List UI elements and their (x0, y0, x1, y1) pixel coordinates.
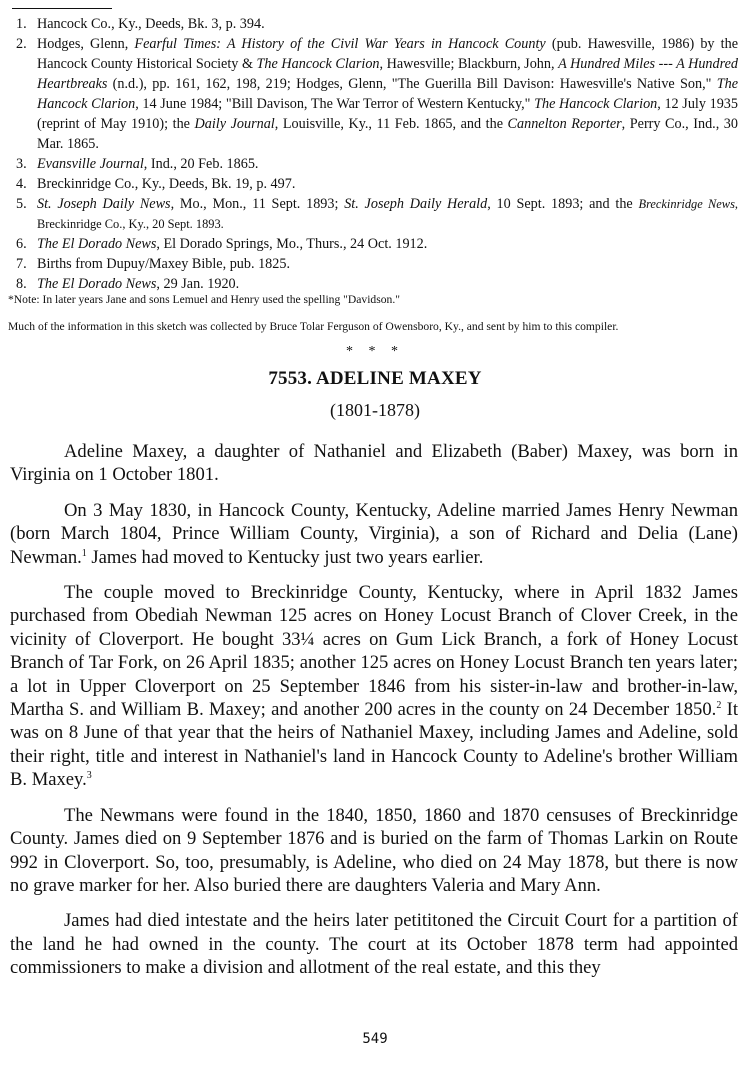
footnote-text: , 12 July 1935 (reprint of May 1910); the (37, 96, 738, 132)
footnote-text: , El Dorado Springs, Mo., Thurs., 24 Oct. 1912. (156, 236, 428, 252)
footnote-text: , 14 June 1984; "Bill Davison, The War Terror of Western Kentucky," (135, 96, 535, 112)
footnote-text: , Breckinridge Co., Ky., 20 Sept. 1893. (37, 197, 739, 231)
footnote-text: Hancock Co., Ky., Deeds, Bk. 3, p. 394. (37, 16, 265, 32)
footnote-item (16, 234, 738, 254)
citation-title: Cannelton Reporter (507, 116, 622, 132)
footnote-item (16, 174, 738, 194)
citation-title: The El Dorado News (37, 236, 157, 252)
citation-title: The El Dorado News (37, 276, 157, 292)
credit-note: Much of the information in this sketch was collected by Bruce Tolar Ferguson of Owensboro, Ky., and sent by him to this compiler. (8, 320, 619, 333)
footnote-reference: 1 (81, 547, 87, 559)
footnote-number: 1. (16, 16, 27, 32)
body-paragraph: On 3 May 1830, in Hancock County, Kentucky, Adeline married James Henry Newman (born March 1804, Prince William County, Virginia), a son of Richard and Delia (Lane) Newman.$^1$ James had moved to Kentucky just two years earlier. (10, 499, 738, 568)
footnote-number: 7. (16, 256, 27, 272)
citation-title: The Hancock Clarion (37, 76, 738, 112)
footnote-item (16, 254, 738, 274)
page-number: 549 (362, 1031, 388, 1047)
footnote-item (16, 34, 738, 154)
body-paragraph: Adeline Maxey, a daughter of Nathaniel and Elizabeth (Baber) Maxey, was born in Virginia on 1 October 1801. (10, 441, 738, 486)
citation-title: A Hundred Miles --- A Hundred Heartbreaks (37, 56, 738, 92)
citation-title: St. Joseph Daily News (37, 196, 171, 212)
lifespan: (1801-1878) (330, 400, 420, 420)
citation-title: Evansville Journal (37, 156, 144, 172)
footnote-text: Breckinridge Co., Ky., Deeds, Bk. 19, p. 497. (37, 176, 296, 192)
citation-title: The Hancock Clarion (256, 56, 380, 72)
footnote-reference: 2 (716, 699, 722, 711)
footnote-text: Births from Dupuy/Maxey Bible, pub. 1825. (37, 256, 290, 272)
citation-title: Breckinridge News (638, 197, 735, 211)
footnote-number: 5. (16, 196, 27, 212)
footnote-item (16, 194, 738, 234)
biography-body (10, 440, 738, 992)
footnote-text: Hodges, Glenn, (37, 36, 135, 52)
footnote-number: 6. (16, 236, 27, 252)
footnote-number: 3. (16, 156, 27, 172)
section-separator: * * * (346, 344, 404, 359)
footnote-item (16, 274, 738, 294)
footnote-text: , Louisville, Ky., 11 Feb. 1865, and the (274, 116, 508, 132)
footnote-rule (12, 8, 112, 9)
footnote-number: 8. (16, 276, 27, 292)
citation-title: Daily Journal (194, 116, 275, 132)
footnote-text: , 29 Jan. 1920. (156, 276, 240, 292)
footnote-text: , Hawesville; Blackburn, John, (379, 56, 559, 72)
footnote-number: 2. (16, 36, 27, 52)
footnote-text: (n.d.), pp. 161, 162, 198, 219; Hodges, Glenn, "The Guerilla Bill Davison: Hawesville's Native Son," (107, 76, 717, 92)
citation-title: Fearful Times: A History of the Civil War Years in Hancock County (134, 36, 546, 52)
footnote-text: , Mo., Mon., 11 Sept. 1893; (170, 196, 345, 212)
citation-title: The Hancock Clarion (534, 96, 658, 112)
body-paragraph: The Newmans were found in the 1840, 1850, 1860 and 1870 censuses of Breckinridge County. James died on 9 September 1876 and is buried on the farm of Thomas Larkin on Route 992 in Cloverport. So, too, presumably, is Adeline, who died on 24 May 1878, but there is now no grave marker for her. Also buried there are daughters Valeria and Mary Ann. (10, 804, 738, 896)
footnote-item (16, 154, 738, 174)
section-heading: 7553. ADELINE MAXEY (268, 368, 482, 389)
body-paragraph: The couple moved to Breckinridge County, Kentucky, where in April 1832 James purchased from Obediah Newman 125 acres on Honey Locust Branch of Clover Creek, in the vicinity of Cloverport. He bought 33¼ acres on Gum Lick Branch, a fork of Honey Locust Branch of Tar Fork, on 26 April 1835; another 125 acres on Honey Locust Branch ten years later; a lot in Upper Cloverport on 25 September 1846 from his sister-in-law and brother-in-law, Martha S. and William B. Maxey; and another 200 acres in the county on 24 December 1850.$^2$ It was on 8 June of that year that the heirs of Nathaniel Maxey, including James and Adeline, sold their right, title and interest in Nathaniel's land in Hancock County to Adeline's brother William B. Maxey.$^3$ (10, 582, 738, 791)
citation-title: St. Joseph Daily Herald (344, 196, 488, 212)
footnote-text: , 10 Sept. 1893; and the (487, 196, 639, 212)
body-paragraph: James had died intestate and the heirs later petititoned the Circuit Court for a partition of the land he had owned in the county. The court at its October 1878 term had appointed commissioners to make a division and allotment of the real estate, and this they (10, 910, 738, 979)
footnote-text: (pub. Hawesville, 1986) by the Hancock County Historical Society & (37, 36, 739, 72)
footnote-list (16, 14, 738, 294)
footnote-text: , Perry Co., Ind., 30 Mar. 1865. (37, 116, 738, 152)
footnote-text: , Ind., 20 Feb. 1865. (143, 156, 259, 172)
footnote-number: 4. (16, 176, 27, 192)
spelling-note: *Note: In later years Jane and sons Lemuel and Henry used the spelling "Davidson." (8, 293, 400, 306)
footnote-item (16, 14, 738, 34)
footnote-reference: 3 (86, 770, 92, 782)
